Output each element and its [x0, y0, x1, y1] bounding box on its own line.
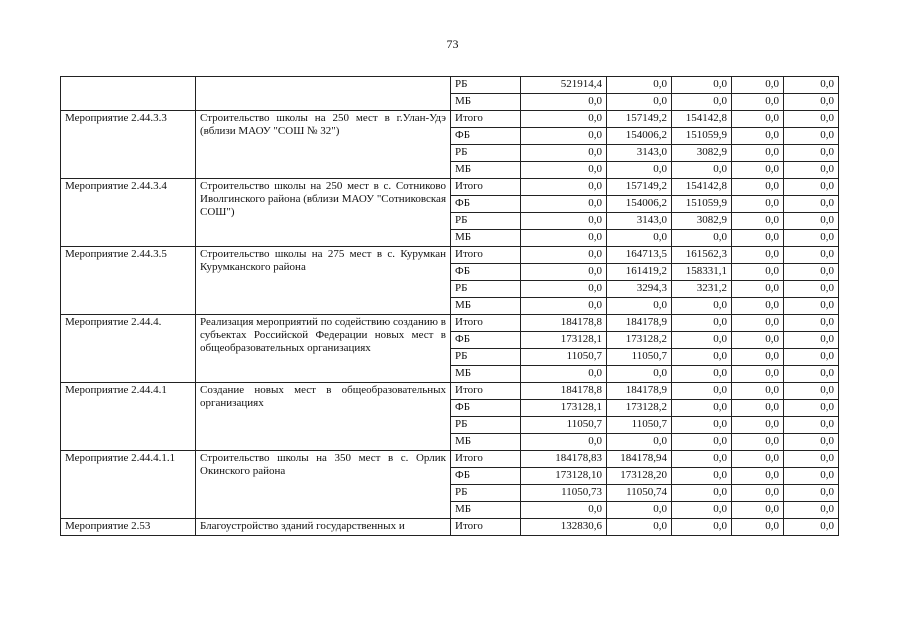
funding-source-cell: ФБ: [451, 264, 521, 281]
amount-cell: 0,0: [672, 94, 732, 111]
amount-cell: 154142,8: [672, 179, 732, 196]
amount-cell: 161562,3: [672, 247, 732, 264]
amount-cell: 0,0: [521, 434, 607, 451]
amount-cell: 0,0: [732, 128, 784, 145]
measure-description-cell: Реализация мероприятий по содействию созданию в субъектах Российской Федерации новых мест в общеобразовательных организациях: [196, 315, 451, 383]
amount-cell: 0,0: [784, 332, 839, 349]
amount-cell: 0,0: [732, 485, 784, 502]
measure-name-cell: Мероприятие 2.44.4.: [61, 315, 196, 383]
amount-cell: 0,0: [672, 315, 732, 332]
amount-cell: 0,0: [521, 298, 607, 315]
amount-cell: 0,0: [672, 417, 732, 434]
amount-cell: 0,0: [672, 383, 732, 400]
amount-cell: 11050,73: [521, 485, 607, 502]
amount-cell: 0,0: [784, 111, 839, 128]
table-row: [61, 77, 839, 94]
amount-cell: 0,0: [672, 298, 732, 315]
amount-cell: 0,0: [732, 213, 784, 230]
amount-cell: 0,0: [784, 77, 839, 94]
amount-cell: 184178,9: [607, 315, 672, 332]
amount-cell: 11050,7: [607, 349, 672, 366]
amount-cell: 0,0: [732, 315, 784, 332]
amount-cell: 0,0: [672, 77, 732, 94]
amount-cell: 158331,1: [672, 264, 732, 281]
amount-cell: 0,0: [784, 315, 839, 332]
amount-cell: 184178,83: [521, 451, 607, 468]
table-row: [61, 179, 839, 196]
amount-cell: 0,0: [784, 213, 839, 230]
amount-cell: 0,0: [732, 332, 784, 349]
amount-cell: 0,0: [732, 281, 784, 298]
budget-table: [60, 76, 839, 536]
amount-cell: 0,0: [672, 519, 732, 536]
measure-description-cell: Строительство школы на 275 мест в с. Курумкан Курумканского района: [196, 247, 451, 315]
measure-description-cell: Строительство школы на 350 мест в с. Орлик Окинского района: [196, 451, 451, 519]
funding-source-cell: ФБ: [451, 128, 521, 145]
amount-cell: 0,0: [732, 519, 784, 536]
funding-source-cell: МБ: [451, 434, 521, 451]
amount-cell: 0,0: [784, 179, 839, 196]
amount-cell: 184178,8: [521, 383, 607, 400]
amount-cell: 0,0: [607, 230, 672, 247]
amount-cell: 0,0: [784, 519, 839, 536]
amount-cell: 0,0: [607, 519, 672, 536]
funding-source-cell: МБ: [451, 502, 521, 519]
measure-name-cell: Мероприятие 2.44.4.1: [61, 383, 196, 451]
amount-cell: 0,0: [732, 230, 784, 247]
amount-cell: 3231,2: [672, 281, 732, 298]
amount-cell: 0,0: [784, 247, 839, 264]
amount-cell: 0,0: [784, 366, 839, 383]
amount-cell: 0,0: [672, 434, 732, 451]
amount-cell: 0,0: [607, 77, 672, 94]
amount-cell: 0,0: [521, 281, 607, 298]
amount-cell: 184178,94: [607, 451, 672, 468]
measure-name-cell: Мероприятие 2.44.3.5: [61, 247, 196, 315]
amount-cell: 0,0: [784, 94, 839, 111]
amount-cell: 3143,0: [607, 213, 672, 230]
amount-cell: 0,0: [521, 128, 607, 145]
amount-cell: 132830,6: [521, 519, 607, 536]
funding-source-cell: Итого: [451, 451, 521, 468]
amount-cell: 173128,2: [607, 400, 672, 417]
amount-cell: 0,0: [784, 417, 839, 434]
amount-cell: 157149,2: [607, 111, 672, 128]
measure-name-cell: [61, 77, 196, 111]
amount-cell: 3143,0: [607, 145, 672, 162]
funding-source-cell: ФБ: [451, 468, 521, 485]
amount-cell: 154142,8: [672, 111, 732, 128]
amount-cell: 0,0: [672, 502, 732, 519]
amount-cell: 0,0: [672, 468, 732, 485]
amount-cell: 154006,2: [607, 128, 672, 145]
budget-table-body: [61, 77, 839, 536]
amount-cell: 0,0: [732, 400, 784, 417]
page-number: 73: [446, 37, 459, 51]
amount-cell: 0,0: [521, 196, 607, 213]
amount-cell: 154006,2: [607, 196, 672, 213]
amount-cell: 0,0: [672, 332, 732, 349]
amount-cell: 521914,4: [521, 77, 607, 94]
funding-source-cell: РБ: [451, 281, 521, 298]
amount-cell: 151059,9: [672, 128, 732, 145]
amount-cell: 0,0: [521, 264, 607, 281]
amount-cell: 0,0: [521, 111, 607, 128]
amount-cell: 0,0: [607, 94, 672, 111]
amount-cell: 0,0: [732, 383, 784, 400]
amount-cell: 0,0: [732, 451, 784, 468]
amount-cell: 0,0: [732, 468, 784, 485]
amount-cell: 0,0: [784, 400, 839, 417]
funding-source-cell: МБ: [451, 298, 521, 315]
amount-cell: 3082,9: [672, 145, 732, 162]
amount-cell: 0,0: [732, 434, 784, 451]
amount-cell: 0,0: [521, 230, 607, 247]
amount-cell: 0,0: [732, 247, 784, 264]
funding-source-cell: МБ: [451, 94, 521, 111]
table-row: [61, 451, 839, 468]
amount-cell: 0,0: [607, 366, 672, 383]
measure-description-cell: Строительство школы на 250 мест в г.Улан-Удэ (вблизи МАОУ "СОШ № 32"): [196, 111, 451, 179]
table-row: [61, 315, 839, 332]
measure-description-cell: [196, 77, 451, 111]
amount-cell: 173128,1: [521, 400, 607, 417]
funding-source-cell: ФБ: [451, 196, 521, 213]
amount-cell: 0,0: [784, 468, 839, 485]
measure-name-cell: Мероприятие 2.44.3.4: [61, 179, 196, 247]
funding-source-cell: МБ: [451, 162, 521, 179]
amount-cell: 173128,10: [521, 468, 607, 485]
amount-cell: 0,0: [521, 145, 607, 162]
amount-cell: 0,0: [784, 383, 839, 400]
amount-cell: 0,0: [732, 162, 784, 179]
amount-cell: 0,0: [607, 162, 672, 179]
funding-source-cell: МБ: [451, 366, 521, 383]
amount-cell: 0,0: [732, 94, 784, 111]
funding-source-cell: РБ: [451, 77, 521, 94]
funding-source-cell: Итого: [451, 247, 521, 264]
amount-cell: 3082,9: [672, 213, 732, 230]
amount-cell: 0,0: [732, 179, 784, 196]
funding-source-cell: ФБ: [451, 332, 521, 349]
amount-cell: 0,0: [784, 349, 839, 366]
amount-cell: 0,0: [732, 366, 784, 383]
amount-cell: 11050,7: [607, 417, 672, 434]
table-row: [61, 111, 839, 128]
amount-cell: 11050,7: [521, 417, 607, 434]
amount-cell: 0,0: [732, 264, 784, 281]
table-row: [61, 519, 839, 536]
funding-source-cell: Итого: [451, 383, 521, 400]
amount-cell: 11050,74: [607, 485, 672, 502]
amount-cell: 0,0: [784, 298, 839, 315]
amount-cell: 0,0: [521, 162, 607, 179]
amount-cell: 0,0: [784, 128, 839, 145]
amount-cell: 3294,3: [607, 281, 672, 298]
amount-cell: 0,0: [784, 162, 839, 179]
funding-source-cell: Итого: [451, 519, 521, 536]
funding-source-cell: РБ: [451, 213, 521, 230]
amount-cell: 0,0: [672, 451, 732, 468]
amount-cell: 0,0: [672, 162, 732, 179]
amount-cell: 173128,2: [607, 332, 672, 349]
amount-cell: 184178,8: [521, 315, 607, 332]
amount-cell: 0,0: [732, 502, 784, 519]
amount-cell: 164713,5: [607, 247, 672, 264]
amount-cell: 0,0: [521, 94, 607, 111]
amount-cell: 0,0: [732, 298, 784, 315]
amount-cell: 0,0: [732, 196, 784, 213]
amount-cell: 0,0: [732, 349, 784, 366]
amount-cell: 0,0: [521, 366, 607, 383]
amount-cell: 161419,2: [607, 264, 672, 281]
funding-source-cell: РБ: [451, 485, 521, 502]
amount-cell: 0,0: [521, 213, 607, 230]
measure-description-cell: Благоустройство зданий государственных и: [196, 519, 451, 536]
amount-cell: 0,0: [784, 230, 839, 247]
amount-cell: 11050,7: [521, 349, 607, 366]
amount-cell: 0,0: [784, 281, 839, 298]
amount-cell: 157149,2: [607, 179, 672, 196]
amount-cell: 0,0: [521, 247, 607, 264]
measure-description-cell: Строительство школы на 250 мест в с. Сотниково Иволгинского района (вблизи МАОУ "Сотниковская СОШ"): [196, 179, 451, 247]
amount-cell: 0,0: [732, 145, 784, 162]
amount-cell: 0,0: [784, 145, 839, 162]
measure-description-cell: Создание новых мест в общеобразовательных организациях: [196, 383, 451, 451]
amount-cell: 0,0: [672, 349, 732, 366]
amount-cell: 0,0: [672, 366, 732, 383]
amount-cell: 151059,9: [672, 196, 732, 213]
amount-cell: 184178,9: [607, 383, 672, 400]
amount-cell: 0,0: [784, 264, 839, 281]
measure-name-cell: Мероприятие 2.53: [61, 519, 196, 536]
amount-cell: 0,0: [672, 400, 732, 417]
amount-cell: 0,0: [607, 502, 672, 519]
amount-cell: 0,0: [784, 502, 839, 519]
amount-cell: 0,0: [607, 434, 672, 451]
amount-cell: 173128,1: [521, 332, 607, 349]
amount-cell: 0,0: [607, 298, 672, 315]
funding-source-cell: РБ: [451, 145, 521, 162]
funding-source-cell: Итого: [451, 315, 521, 332]
amount-cell: 173128,20: [607, 468, 672, 485]
amount-cell: 0,0: [732, 111, 784, 128]
amount-cell: 0,0: [672, 230, 732, 247]
amount-cell: 0,0: [521, 502, 607, 519]
amount-cell: 0,0: [732, 417, 784, 434]
funding-source-cell: Итого: [451, 179, 521, 196]
amount-cell: 0,0: [521, 179, 607, 196]
amount-cell: 0,0: [784, 451, 839, 468]
table-row: [61, 383, 839, 400]
amount-cell: 0,0: [732, 77, 784, 94]
amount-cell: 0,0: [784, 196, 839, 213]
funding-source-cell: ФБ: [451, 400, 521, 417]
measure-name-cell: Мероприятие 2.44.3.3: [61, 111, 196, 179]
table-row: [61, 247, 839, 264]
funding-source-cell: Итого: [451, 111, 521, 128]
amount-cell: 0,0: [784, 485, 839, 502]
funding-source-cell: РБ: [451, 349, 521, 366]
amount-cell: 0,0: [784, 434, 839, 451]
funding-source-cell: РБ: [451, 417, 521, 434]
measure-name-cell: Мероприятие 2.44.4.1.1: [61, 451, 196, 519]
funding-source-cell: МБ: [451, 230, 521, 247]
amount-cell: 0,0: [672, 485, 732, 502]
